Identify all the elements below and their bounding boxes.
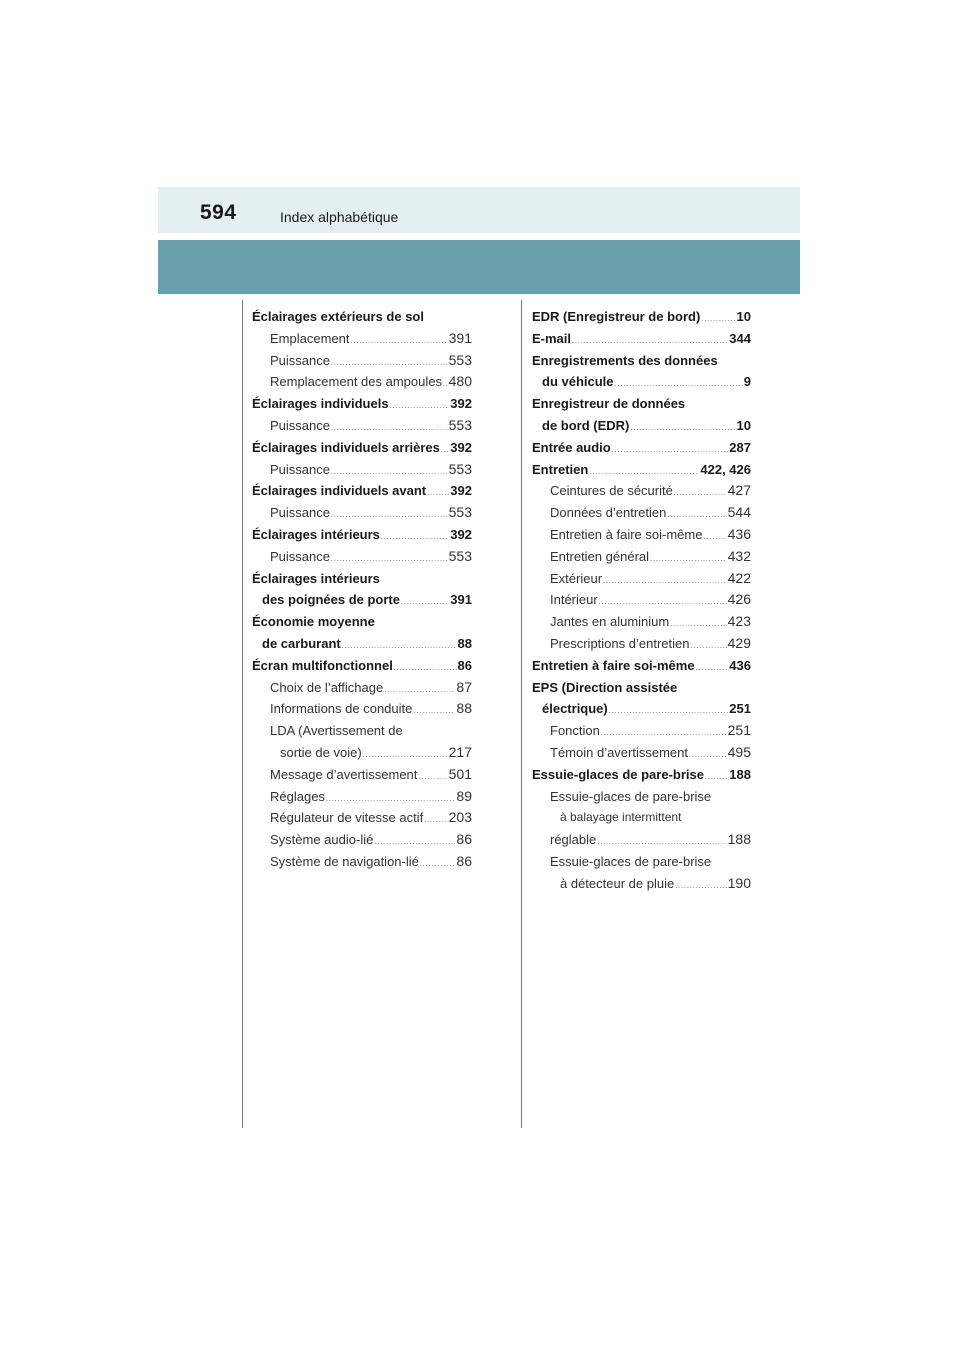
dot-leader: [420, 854, 456, 876]
index-entry-page: 391: [450, 592, 472, 608]
index-entry: [532, 720, 751, 742]
index-entry-page: 495: [727, 743, 751, 760]
index-entry-label: électrique): [542, 701, 608, 717]
index-entry: [532, 350, 751, 372]
index-entry-label: réglable: [550, 832, 597, 848]
index-entry: [532, 589, 751, 611]
dot-leader: [703, 527, 726, 549]
index-entry-page: 188: [727, 831, 751, 848]
index-entry-page: 426: [727, 591, 751, 608]
index-entry-label: Réglages: [270, 788, 325, 804]
index-entry: [532, 459, 751, 481]
index-entry-label: Entretien général: [550, 548, 650, 564]
index-entry: [532, 480, 751, 502]
index-entry-page: 9: [743, 374, 751, 390]
index-entry-label: Message d’avertissement: [270, 766, 418, 782]
index-entry-label: EDR (Enregistreur de bord): [532, 309, 701, 324]
index-entry-page: 553: [448, 416, 472, 433]
index-entry-page: 553: [448, 547, 472, 564]
index-entry-label: Entretien à faire soi-même: [532, 657, 695, 673]
dot-leader: [603, 571, 727, 593]
index-entry-page: 392: [450, 439, 472, 455]
dot-leader: [381, 527, 449, 549]
index-entry-label: Éclairages extérieurs de sol: [252, 309, 424, 324]
index-entry-label: Essuie-glaces de pare-brise: [550, 853, 712, 869]
index-entry: [252, 742, 472, 764]
dot-leader: [427, 483, 449, 505]
index-entry-label: Informations de conduite: [270, 701, 413, 717]
dot-leader: [674, 483, 727, 505]
index-entry-label: Écran multifonctionnel: [252, 657, 393, 673]
index-entry-page: 188: [729, 766, 751, 782]
index-entry: [252, 764, 472, 786]
dot-leader: [690, 636, 726, 658]
index-entry-page: 436: [727, 525, 751, 542]
index-entry-page: 89: [456, 787, 472, 804]
section-band: [158, 240, 800, 294]
index-entry: [252, 698, 472, 720]
page-number: 594: [200, 201, 237, 224]
index-entry: [252, 350, 472, 372]
index-entry-page: 86: [456, 831, 472, 848]
index-entry-page: 392: [450, 483, 472, 499]
index-entry: [532, 393, 751, 415]
left-column-rule: [242, 300, 243, 1128]
dot-leader: [424, 810, 447, 832]
index-entry: [532, 437, 751, 459]
index-entry: [532, 786, 751, 808]
index-entry-label: de carburant: [262, 635, 341, 651]
index-entry-label: E-mail: [532, 330, 572, 346]
index-entry-label: Entrée audio: [532, 439, 611, 455]
left-index-column: [252, 306, 472, 873]
index-entry: [252, 633, 472, 655]
dot-leader: [696, 658, 729, 680]
index-entry: [532, 698, 751, 720]
index-entry-label: Système audio-lié: [270, 832, 374, 848]
index-entry-page: 88: [456, 700, 472, 717]
index-entry-label: Puissance: [270, 417, 330, 433]
dot-leader: [390, 396, 450, 418]
index-entry-label: EPS (Direction assistée: [532, 679, 678, 695]
index-entry-label: Économie moyenne: [252, 614, 375, 630]
index-entry-page: 427: [727, 482, 751, 499]
index-entry-page: 190: [727, 874, 751, 891]
index-entry-page: 432: [727, 547, 751, 564]
index-entry-label: Prescriptions d’entretien: [550, 635, 690, 651]
index-entry-label: des poignées de porte: [262, 592, 400, 608]
index-entry-label: Éclairages individuels: [252, 396, 389, 412]
index-entry-label: Essuie-glaces de pare-brise: [532, 766, 704, 782]
dot-leader: [394, 658, 457, 680]
dot-leader: [650, 549, 727, 571]
index-entry: [532, 655, 751, 677]
index-entry-label: Éclairages individuels avant: [252, 483, 427, 499]
index-entry: [532, 873, 751, 895]
dot-leader: [418, 767, 447, 789]
index-entry-label: à balayage intermittent: [560, 810, 682, 825]
index-entry-label: Entretien à faire soi-même: [550, 526, 703, 542]
index-entry: [252, 371, 472, 393]
index-entry-page: 391: [448, 329, 472, 346]
index-entry-label: Entretien: [532, 461, 589, 477]
dot-leader: [401, 592, 449, 614]
index-entry: [532, 568, 751, 590]
right-index-column: [532, 306, 751, 895]
index-entry: [252, 851, 472, 873]
index-entry: [532, 851, 751, 873]
index-entry-label: Enregistreur de données: [532, 396, 686, 412]
index-entry: [252, 655, 472, 677]
index-entry: [532, 829, 751, 851]
index-entry: [252, 459, 472, 481]
index-entry-page: 501: [448, 765, 472, 782]
index-entry: [532, 328, 751, 350]
index-entry: [532, 306, 751, 328]
index-entry: [252, 415, 472, 437]
index-entry-label: LDA (Avertissement de: [270, 723, 403, 739]
index-entry-label: sortie de voie): [280, 744, 362, 760]
index-entry-label: Ceintures de sécurité: [550, 483, 673, 499]
index-entry-page: 217: [448, 743, 472, 760]
dot-leader: [675, 876, 726, 898]
index-entry: [252, 568, 472, 590]
index-entry: [532, 677, 751, 699]
index-entry: [252, 677, 472, 699]
index-entry-label: Puissance: [270, 548, 330, 564]
index-entry-label: Extérieur: [550, 570, 603, 586]
index-entry: [532, 633, 751, 655]
index-entry: [532, 371, 751, 393]
index-entry-page: 544: [727, 504, 751, 521]
index-entry: [532, 764, 751, 786]
index-entry: [532, 524, 751, 546]
index-entry-page: 553: [448, 504, 472, 521]
index-entry-label: Puissance: [270, 461, 330, 477]
index-entry-label: Système de navigation-lié: [270, 853, 419, 869]
index-entry-label: Intérieur: [550, 592, 598, 608]
index-entry: [252, 393, 472, 415]
index-entry-page: 251: [727, 722, 751, 739]
index-entry-page: 10: [736, 417, 751, 433]
index-entry-label: Remplacement des ampoules: [270, 374, 442, 390]
index-entry-page: 86: [457, 657, 472, 673]
index-entry-page: 392: [450, 396, 472, 412]
index-entry: [252, 807, 472, 829]
index-entry-label: Fonction: [550, 723, 600, 739]
dot-leader: [350, 331, 447, 353]
index-entry-label: Puissance: [270, 505, 330, 521]
dot-leader: [443, 374, 448, 396]
index-entry-label: Enregistrements des données: [532, 352, 718, 368]
index-entry-label: Éclairages individuels arrières: [252, 439, 440, 455]
index-entry-page: 86: [456, 852, 472, 869]
index-entry-page: 88: [457, 635, 472, 651]
index-entry-label: Puissance: [270, 352, 330, 368]
index-entry: [252, 786, 472, 808]
index-entry: [532, 611, 751, 633]
index-entry-page: 287: [729, 439, 751, 455]
index-entry-page: 10: [736, 309, 751, 324]
dot-leader: [630, 418, 735, 440]
index-entry-page: 422, 426: [700, 461, 751, 477]
index-entry: [252, 589, 472, 611]
index-entry: [532, 807, 751, 829]
index-entry: [532, 546, 751, 568]
index-entry-label: Éclairages intérieurs: [252, 526, 380, 542]
right-column-rule: [521, 300, 522, 1128]
header-band: [158, 187, 800, 233]
index-entry: [252, 328, 472, 350]
index-entry-label: à détecteur de pluie: [560, 875, 675, 891]
section-title: Index alphabétique: [280, 209, 399, 225]
index-entry-page: 553: [448, 351, 472, 368]
index-entry-label: Choix de l’affichage: [270, 679, 384, 695]
index-entry-label: Emplacement: [270, 330, 350, 346]
index-entry: [252, 720, 472, 742]
index-entry: [252, 829, 472, 851]
index-entry-page: 436: [729, 657, 751, 673]
dot-leader: [413, 701, 455, 723]
index-entry-label: Essuie-glaces de pare-brise: [550, 788, 712, 804]
index-entry: [532, 415, 751, 437]
index-entry: [252, 546, 472, 568]
index-entry-page: 553: [448, 460, 472, 477]
index-entry: [252, 502, 472, 524]
index-entry-page: 480: [448, 373, 472, 390]
index-entry-page: 251: [729, 701, 751, 717]
index-entry: [252, 437, 472, 459]
index-entry: [252, 306, 472, 328]
index-entry: [532, 502, 751, 524]
dot-leader: [609, 701, 729, 723]
index-entry-page: 429: [727, 634, 751, 651]
index-entry-label: du véhicule: [542, 374, 614, 390]
index-entry: [252, 480, 472, 502]
index-entry-label: Jantes en aluminium: [550, 614, 670, 630]
index-entry-label: Données d’entretien: [550, 505, 667, 521]
index-entry-label: Régulateur de vitesse actif: [270, 810, 424, 826]
index-entry-page: 203: [448, 809, 472, 826]
index-entry: [252, 611, 472, 633]
index-entry-page: 423: [727, 613, 751, 630]
index-entry-label: Témoin d’avertissement: [550, 744, 688, 760]
index-entry-label: de bord (EDR): [542, 417, 630, 433]
index-entry: [252, 524, 472, 546]
index-entry-page: 392: [450, 526, 472, 542]
index-entry-page: 422: [727, 569, 751, 586]
index-entry: [532, 742, 751, 764]
index-entry-label: Éclairages intérieurs: [252, 570, 380, 586]
index-entry-page: 344: [729, 330, 751, 346]
index-entry-page: 87: [456, 678, 472, 695]
